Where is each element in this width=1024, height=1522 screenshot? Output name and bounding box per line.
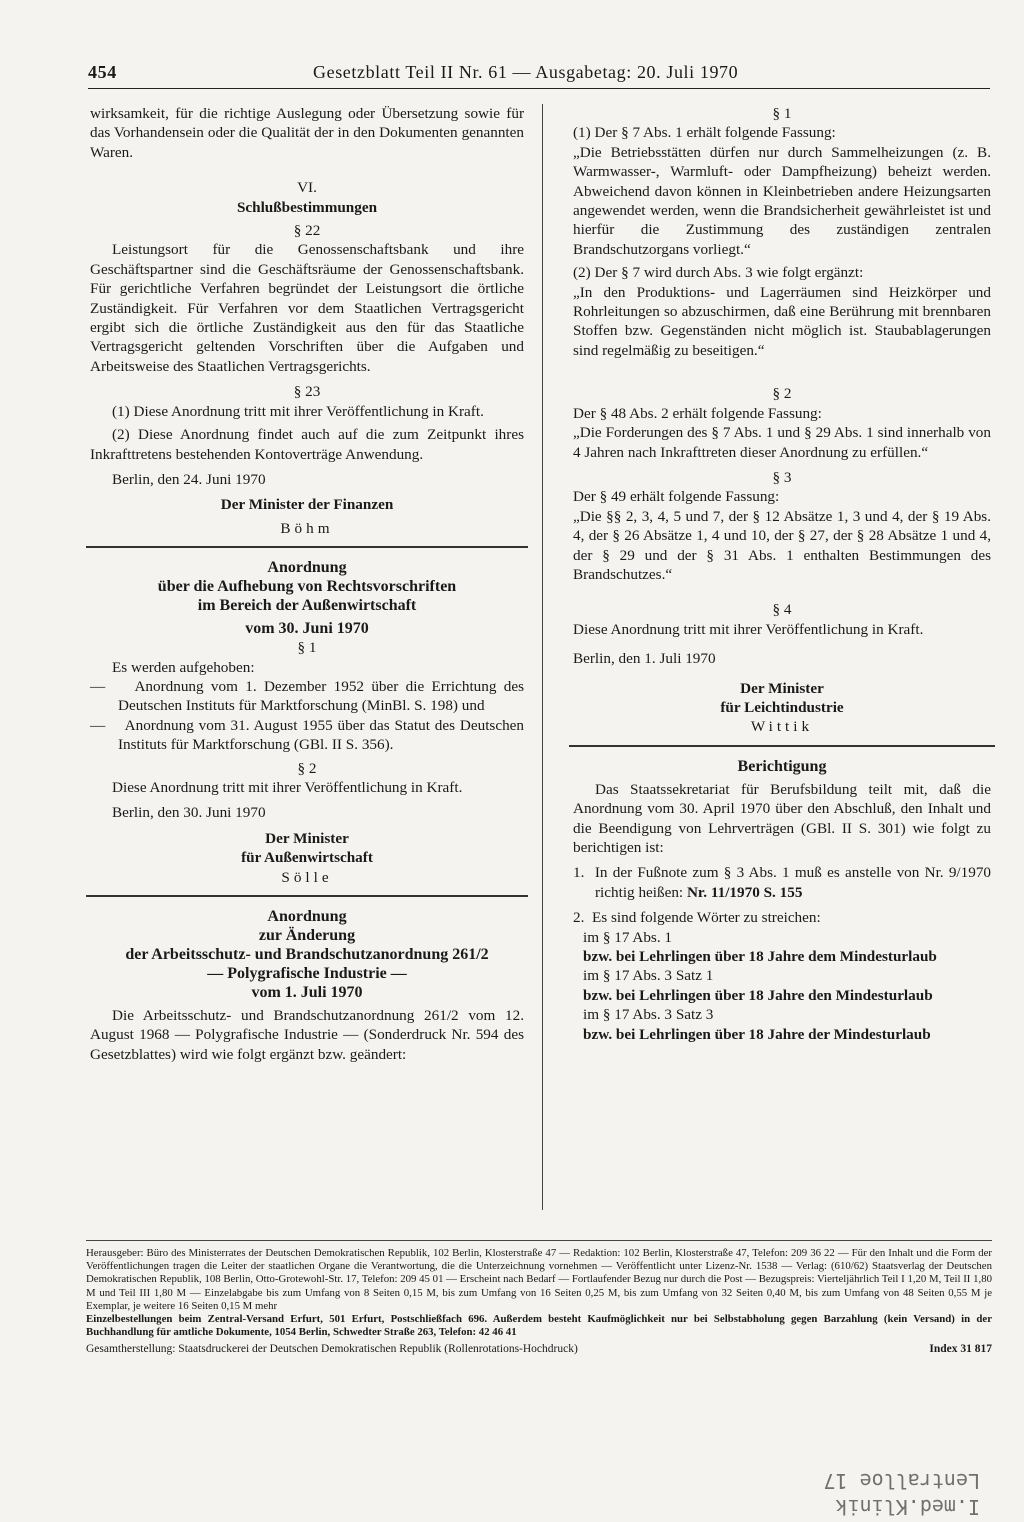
- page-header: [88, 58, 990, 89]
- paragraph-heading-22: § 22: [293, 222, 321, 240]
- deleted-words: bzw. bei Lehrlingen über 18 Jahre der Mindesturlaub: [583, 1025, 931, 1043]
- paragraph-text: Diese Anordnung tritt mit ihrer Veröffentlichung in Kraft.: [112, 778, 463, 796]
- signer-title: Der Minister der Finanzen: [220, 496, 394, 514]
- section-rule: [86, 546, 528, 548]
- library-stamp: [740, 1440, 980, 1520]
- page-number: 454: [88, 62, 117, 82]
- index-number: Index 31 817: [929, 1343, 992, 1356]
- quoted-text: „In den Produktions- und Lagerräumen sind Heizkörper und Rohrleitungen so abzuschirmen, daß eine Berührung mit brennbaren Stoffen bzw. Gegenständen nicht möglich ist. Staubablagerungen sind regelmäßig zu beseitigen.“: [573, 283, 991, 359]
- correction-item: 2. Es sind folgende Wörter zu streichen:: [573, 909, 821, 927]
- paragraph-heading: § 2: [297, 759, 317, 777]
- section-number: VI.: [297, 179, 317, 197]
- paragraph-heading: § 2: [772, 385, 792, 403]
- right-column: [573, 104, 991, 1044]
- correction-title: Berichtigung: [737, 757, 827, 775]
- column-divider: [542, 104, 543, 1210]
- quoted-text: „Die Forderungen des § 7 Abs. 1 und § 29 Abs. 1 sind innerhalb von 4 Jahren nach Inkrafttreten dieser Anordnung zu erfüllen.“: [573, 424, 991, 461]
- ordinance-subtitle: — Polygrafische Industrie —: [207, 965, 407, 982]
- quoted-text: „Die Betriebsstätten dürfen nur durch Sammelheizungen (z. B. Warmwasser-, Warmluft- oder Dampfheizung) beheizt werden. Abweichend davon können in Kleinbetrieben andere Heizungsarten angewendet werden, wenn die Brandsicherheit gewährleistet ist und hierfür die Zustimmung des zuständigen zentralen Brandschutzorgans vorliegt.“: [573, 143, 991, 258]
- paragraph-text: (2) Der § 7 wird durch Abs. 3 wie folgt ergänzt:: [573, 264, 864, 282]
- section-rule: [569, 745, 995, 747]
- imprint-printer: Gesamtherstellung: Staatsdruckerei der Deutschen Demokratischen Republik (Rollenrotations-Hochdruck): [86, 1343, 578, 1356]
- paragraph-text: Der § 49 erhält folgende Fassung:: [573, 488, 780, 506]
- list-item: — Anordnung vom 1. Dezember 1952 über die Errichtung des Deutschen Instituts für Marktforschung (MinBl. S. 198) und: [90, 677, 525, 715]
- signer-title: Der Minister: [265, 829, 349, 847]
- imprint: [86, 1240, 992, 1357]
- ordinance-date: vom 30. Juni 1970: [245, 620, 369, 638]
- deletion-list: [573, 928, 991, 1044]
- signer-name: Böhm: [280, 519, 334, 537]
- imprint-printer-line: [86, 1343, 992, 1356]
- ordinance-title: Anordnung: [267, 908, 347, 925]
- signer-name: Sölle: [281, 868, 333, 886]
- paragraph-heading: § 4: [772, 601, 792, 619]
- paragraph-text: Diese Anordnung tritt mit ihrer Veröffentlichung in Kraft.: [573, 620, 924, 638]
- ordinance-date: vom 1. Juli 1970: [251, 984, 363, 1001]
- paragraph-text: (1) Der § 7 Abs. 1 erhält folgende Fassung:: [573, 124, 836, 142]
- stamp-line: I.med.Klinik: [835, 1495, 980, 1519]
- deletion-reference: im § 17 Abs. 1: [583, 928, 673, 946]
- deletion-reference: im § 17 Abs. 3 Satz 1: [583, 967, 714, 985]
- paragraph-heading: § 3: [772, 468, 792, 486]
- signer-title: für Leichtindustrie: [720, 698, 844, 716]
- ordinance-subtitle: im Bereich der Außenwirtschaft: [197, 597, 417, 615]
- left-column: [90, 104, 524, 1064]
- ordinance-subtitle: über die Aufhebung von Rechtsvorschriften: [157, 578, 457, 596]
- quoted-text: „Die §§ 2, 3, 4, 5 und 7, der § 12 Absätze 1, 3 und 4, der § 19 Abs. 4, der § 26 Absätze 1, 4 und 10, der § 27, der § 28 Absätze 1 und 4, der § 29 und der § 31 Abs. 1 enthalten Bestimmungen des Brandschutzes.“: [573, 507, 991, 583]
- paragraph-heading: § 1: [297, 639, 317, 657]
- signing-date: Berlin, den 1. Juli 1970: [573, 650, 716, 668]
- gazette-title: Gesetzblatt Teil II Nr. 61 — Ausgabetag: 20. Juli 1970: [313, 62, 739, 82]
- imprint-publisher: Herausgeber: Büro des Ministerrates der Deutschen Demokratischen Republik, 102 Berlin, Klosterstraße 47 — Redaktion: 102 Berlin, Klosterstraße 47, Telefon: 209 36 22 — Für den Inhalt und die Form der Veröffentlichungen tragen die Leiter der staatlichen Organe die Verantwortung, die die Unterzeichnung vornehmen — Veröffentlicht unter Lizenz-Nr. 1538 — Verlag: (610/62) Staatsverlag der Deutschen Demokratischen Republik, 108 Berlin, Otto-Grotewohl-Str. 17, Telefon: 209 45 01 — Erscheint nach Bedarf — Fortlaufender Bezug nur durch die Post — Bezugspreis: Vierteljährlich Teil I 1,20 M, Teil II 1,80 M und Teil III 1,80 M — Einzelabgabe bis zum Umfang von 8 Seiten 0,15 M, bis zum Umfang von 16 Seiten 0,25 M, bis zum Umfang von 32 Seiten 0,40 M, bis zum Umfang von 48 Seiten 0,55 M je Exemplar, je weitere 16 Seiten 0,15 M mehr: [86, 1247, 992, 1312]
- section-rule: [86, 895, 528, 897]
- list-item: — Anordnung vom 31. August 1955 über das Statut des Deutschen Instituts für Marktforschung (GBl. II S. 356).: [90, 716, 524, 754]
- paragraph-text: Der § 48 Abs. 2 erhält folgende Fassung:: [573, 404, 822, 422]
- signing-date: Berlin, den 24. Juni 1970: [112, 470, 266, 488]
- correction-intro: Das Staatssekretariat für Berufsbildung teilt mit, daß die Anordnung vom 30. April 1970 über den Abschluß, den Inhalt und die Beendigung von Lehrverträgen (GBl. II S. 301) wie folgt zu berichtigen ist:: [573, 780, 991, 856]
- paragraph-heading: § 1: [772, 105, 792, 122]
- imprint-orders: Einzelbestellungen beim Zentral-Versand Erfurt, 501 Erfurt, Postschließfach 696. Außerdem besteht Kaufmöglichkeit nur bei Selbstabholung gegen Barzahlung (kein Versand) in der Buchhandlung für amtliche Dokumente, 1054 Berlin, Schwedter Straße 263, Telefon: 42 46 41: [86, 1313, 992, 1339]
- paragraph-22-text: Leistungsort für die Genossenschaftsbank und ihre Geschäftspartner sind die Geschäftsräume der Genossenschaftsbank. Für gerichtliche Verfahren begründet der Leistungsort die örtliche Zuständigkeit. Für Verfahren vor dem Staatlichen Vertragsgericht ergibt sich die örtliche Zuständigkeit aus den für das Staatliche Vertragsgericht geltenden Vorschriften über die Aufgaben und Arbeitsweise des Staatlichen Vertragsgerichts.: [90, 241, 524, 375]
- ordinance-subtitle: zur Änderung: [258, 927, 356, 944]
- signer-name: Wittik: [750, 718, 814, 736]
- section-title: Schlußbestimmungen: [236, 198, 378, 216]
- signer-title: für Außenwirtschaft: [241, 849, 373, 867]
- correction-item: 1. In der Fußnote zum § 3 Abs. 1 muß es anstelle von Nr. 9/1970 richtig heißen: Nr. 11/1970 S. 155: [573, 864, 992, 901]
- stamp-line: Lentralloe 17: [823, 1469, 980, 1493]
- ordinance-title: Anordnung: [267, 559, 347, 577]
- deletion-reference: im § 17 Abs. 3 Satz 3: [583, 1006, 714, 1024]
- deleted-words: bzw. bei Lehrlingen über 18 Jahre den Mindesturlaub: [583, 986, 933, 1004]
- paragraph-23-sub1: (1) Diese Anordnung tritt mit ihrer Veröffentlichung in Kraft.: [112, 402, 484, 420]
- paragraph-heading-23: § 23: [293, 383, 321, 401]
- ordinance-intro: Die Arbeitsschutz- und Brandschutzanordnung 261/2 vom 12. August 1968 — Polygrafische Industrie — (Sonderdruck Nr. 594 des Gesetzblattes) wird wie folgt ergänzt bzw. geändert:: [90, 1007, 524, 1063]
- paragraph-23-sub2: (2) Diese Anordnung findet auch auf die zum Zeitpunkt ihres Inkrafttretens bestehenden Kontoverträge Anwendung.: [90, 426, 524, 463]
- paragraph-intro: Es werden aufgehoben:: [112, 658, 255, 676]
- signer-title: Der Minister: [740, 679, 824, 697]
- ordinance-subtitle: der Arbeitsschutz- und Brandschutzanordnung 261/2: [125, 946, 489, 963]
- continued-text: wirksamkeit, für die richtige Auslegung oder Übersetzung sowie für das Vorhandensein oder die Qualität der in den Dokumenten genannten Waren.: [90, 105, 524, 161]
- signing-date: Berlin, den 30. Juni 1970: [112, 804, 266, 822]
- deleted-words: bzw. bei Lehrlingen über 18 Jahre dem Mindesturlaub: [583, 948, 937, 966]
